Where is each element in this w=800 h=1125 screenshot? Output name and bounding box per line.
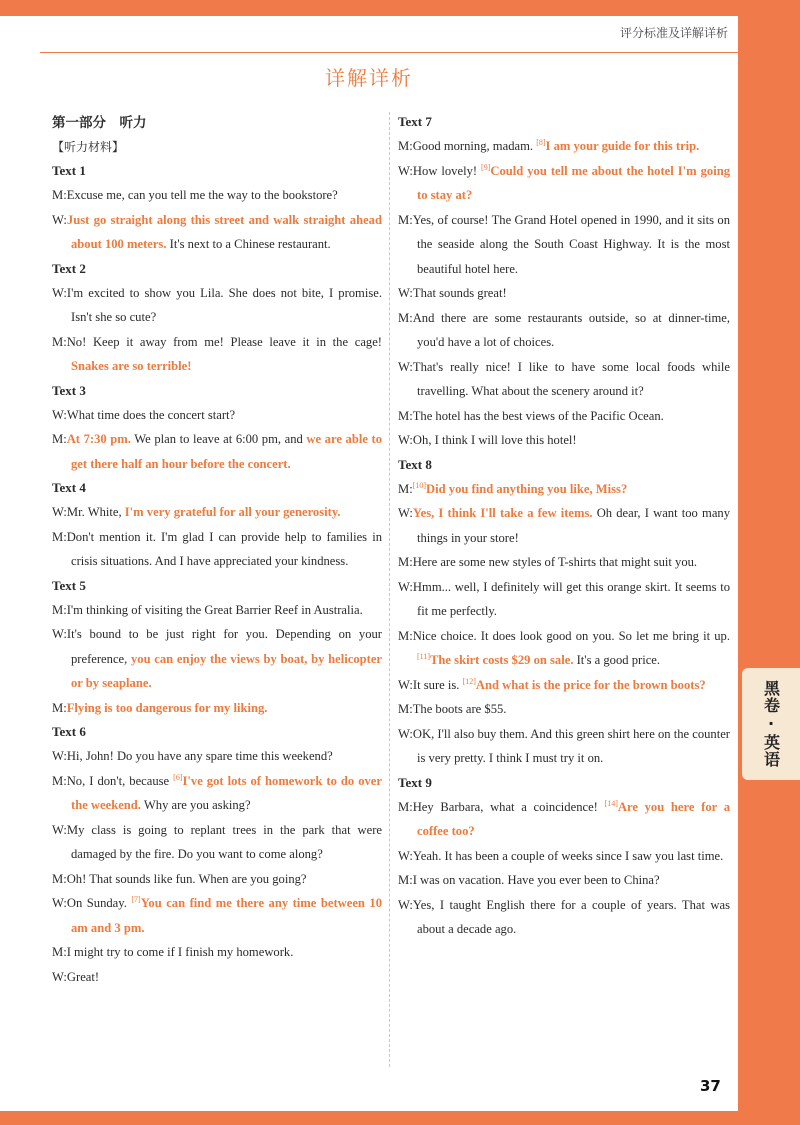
dialogue-line [52, 818, 382, 867]
dialogue-line [398, 893, 730, 942]
speaker-label: W: [398, 506, 413, 520]
dialogue-line [398, 795, 730, 844]
speaker-label: M: [52, 871, 67, 886]
dialogue-text: My class is going to replant trees in the park that were damaged by the fire. Do you want to come along? [66, 822, 382, 861]
dialogue-text: I was on vacation. Have you ever been to China? [412, 873, 660, 887]
dialogue-line [398, 673, 730, 698]
answer-highlight: you can enjoy the views by boat, by helicopter or by seaplane. [71, 651, 383, 690]
speaker-label: W: [398, 897, 413, 912]
dialogue-text: Here are some new styles of T-shirts that might suit you. [412, 555, 698, 569]
speaker-label: M: [398, 408, 413, 423]
dialogue-line [52, 403, 382, 428]
dialogue-text: On Sunday. [66, 896, 132, 910]
dialogue-text: Yes, of course! The Grand Hotel opened in 1990, and it sits on the seaside along the South Coast Highway. It is the most beautiful hotel here. [412, 212, 730, 276]
page-title: 详解详析 [325, 66, 413, 90]
speaker-label: M: [52, 700, 67, 715]
text-title: Text 7 [398, 114, 432, 129]
speaker-label: W: [398, 726, 413, 741]
dialogue-text: And there are some restaurants outside, so at dinner-time, you'd have a lot of choices. [412, 310, 730, 349]
dialogue-line [52, 208, 382, 257]
dialogue-text: No! Keep it away from me! Please leave it in the cage! [66, 334, 382, 349]
bottom-color-bar [0, 1111, 800, 1125]
speaker-label: W: [398, 359, 413, 374]
dialogue-line [52, 891, 382, 940]
dialogue-line [398, 844, 730, 869]
dialogue-text: I'm excited to show you Lila. She does not bite, I promise. Isn't she so cute? [66, 285, 382, 324]
speaker-label: M: [398, 873, 413, 887]
answer-highlight: The skirt costs $29 on sale. [430, 653, 574, 667]
text-title: Text 4 [52, 480, 86, 495]
speaker-label: M: [52, 602, 67, 617]
answer-highlight: I've got lots of homework to do over the weekend. [71, 773, 382, 812]
dialogue-text: The boots are $55. [412, 702, 507, 716]
speaker-label: W: [52, 505, 67, 519]
dialogue-line [398, 477, 730, 502]
right-color-strip [738, 16, 800, 1111]
dialogue-text: Excuse me, can you tell me the way to the bookstore? [66, 188, 338, 202]
top-color-bar [0, 0, 800, 16]
dialogue-text: Yeah. It has been a couple of weeks since I saw you last time. [412, 848, 724, 863]
dialogue-line [398, 868, 730, 893]
dialogue-line [398, 134, 730, 159]
question-marker: [12] [462, 676, 476, 686]
dialogue-line [52, 500, 382, 525]
dialogue-line [52, 427, 382, 476]
speaker-label: M: [398, 555, 413, 569]
dialogue-text: Oh! That sounds like fun. When are you going? [66, 871, 307, 886]
left-transcripts [52, 159, 382, 989]
speaker-label: M: [52, 334, 67, 349]
speaker-label: W: [52, 285, 67, 300]
speaker-label: M: [52, 529, 67, 544]
dialogue-text: Hey Barbara, what a coincidence! [412, 799, 605, 814]
dialogue-text: Hmm... well, I definitely will get this orange skirt. It seems to fit me perfectly. [412, 579, 730, 618]
dialogue-text: I might try to come if I finish my homework. [66, 945, 294, 959]
dialogue-line [52, 744, 382, 769]
dialogue-line [52, 183, 382, 208]
dialogue-line [398, 404, 730, 429]
answer-highlight: At 7:30 pm. [66, 432, 131, 446]
dialogue-text: It's next to a Chinese restaurant. [166, 237, 331, 251]
dialogue-line [52, 965, 382, 990]
dialogue-line [398, 355, 730, 404]
dialogue-text: What time does the concert start? [66, 407, 236, 422]
dialogue-text: Nice choice. It does look good on you. So let me bring it up. [412, 628, 730, 643]
dialogue-text: That sounds great! [412, 286, 507, 300]
speaker-label: W: [52, 822, 67, 837]
dialogue-line [52, 525, 382, 574]
dialogue-line [52, 598, 382, 623]
dialogue-text: It's a good price. [573, 653, 661, 667]
left-column [52, 110, 382, 989]
dialogue-line [398, 306, 730, 355]
speaker-label: M: [52, 188, 67, 202]
dialogue-line [398, 722, 730, 771]
right-column [398, 110, 730, 942]
text-title: Text 2 [52, 260, 86, 276]
dialogue-text: Mr. White, [66, 505, 125, 519]
dialogue-text: Good morning, madam. [412, 139, 537, 153]
speaker-label: W: [52, 212, 67, 227]
speaker-label: W: [52, 896, 67, 910]
dialogue-line [398, 550, 730, 575]
speaker-label: M: [52, 773, 67, 788]
speaker-label: W: [398, 286, 413, 300]
text-title: Text 3 [52, 382, 86, 398]
question-marker: [9] [481, 162, 491, 172]
dialogue-line [398, 501, 730, 550]
question-marker: [7] [131, 894, 141, 904]
dialogue-text: No, I don't, because [66, 773, 174, 788]
dialogue-line [398, 624, 730, 673]
answer-highlight: I am your guide for this trip. [545, 139, 700, 153]
answer-highlight: Just go straight along this street and walk straight ahead about 100 meters. [66, 212, 382, 251]
answer-highlight: Yes, I think I'll take a few items. [412, 506, 593, 520]
dialogue-line [52, 940, 382, 965]
dialogue-text: Yes, I taught English there for a couple of years. That was about a decade ago. [412, 897, 730, 936]
dialogue-line [52, 622, 382, 696]
page-number: 37 [700, 1077, 721, 1095]
answer-highlight: Are you here for a coffee too? [417, 799, 731, 838]
dialogue-text: How lovely! [412, 163, 482, 178]
dialogue-text: It's bound to be just right for you. Depending on your preference, [66, 627, 382, 666]
dialogue-line [52, 867, 382, 892]
speaker-label: W: [398, 433, 413, 447]
text-title: Text 6 [52, 724, 86, 739]
dialogue-text: It sure is. [412, 677, 463, 692]
speaker-label: M: [398, 310, 413, 325]
answer-highlight: I'm very grateful for all your generosity. [124, 505, 341, 519]
dialogue-line [398, 575, 730, 624]
section-heading: 第一部分 听力 [52, 115, 147, 131]
speaker-label: M: [398, 628, 413, 643]
speaker-label: W: [398, 677, 413, 692]
dialogue-line [52, 769, 382, 818]
dialogue-line [398, 159, 730, 208]
speaker-label: M: [398, 799, 413, 814]
side-tab-label: 黑卷·英语 [742, 668, 800, 780]
speaker-label: M: [52, 945, 67, 959]
speaker-label: M: [398, 212, 413, 227]
question-marker: [8] [536, 137, 546, 147]
right-transcripts [398, 110, 730, 942]
header-section-label: 评分标准及详解详析 [619, 26, 728, 40]
question-marker: [6] [173, 772, 183, 782]
dialogue-text: The hotel has the best views of the Pacific Ocean. [412, 408, 664, 423]
question-marker: [14] [604, 798, 618, 808]
dialogue-line [398, 428, 730, 453]
answer-highlight: You can find me there any time between 10 am and 3 pm. [71, 896, 382, 935]
dialogue-text: We plan to leave at 6:00 pm, and [130, 432, 307, 446]
dialogue-line [52, 281, 382, 330]
answer-highlight: Snakes are so terrible! [71, 359, 192, 373]
dialogue-text: Great! [66, 969, 100, 984]
dialogue-text: OK, I'll also buy them. And this green shirt here on the counter is very pretty. I think I must try it on. [412, 726, 730, 765]
header-rule [40, 52, 738, 53]
text-title: Text 5 [52, 577, 86, 593]
dialogue-line [398, 281, 730, 306]
speaker-label: M: [398, 481, 413, 496]
dialogue-text: I'm thinking of visiting the Great Barrier Reef in Australia. [66, 602, 363, 617]
dialogue-text: Don't mention it. I'm glad I can provide help to families in crisis situations. And I have appreciated your kindness. [66, 529, 382, 568]
speaker-label: W: [52, 969, 67, 984]
speaker-label: M: [398, 702, 413, 716]
speaker-label: W: [52, 627, 67, 641]
dialogue-text: Hi, John! Do you have any spare time this weekend? [66, 749, 333, 763]
question-marker: [10] [412, 480, 427, 490]
column-divider [389, 112, 390, 1067]
answer-highlight: we are able to get there half an hour before the concert. [71, 432, 382, 471]
dialogue-line [398, 697, 730, 722]
dialogue-line [52, 330, 382, 379]
dialogue-line [52, 696, 382, 721]
dialogue-text: Oh, I think I will love this hotel! [412, 433, 577, 447]
answer-highlight: Did you find anything you like, Miss? [426, 481, 628, 496]
answer-highlight: And what is the price for the brown boots? [475, 677, 706, 692]
text-title: Text 1 [52, 163, 86, 178]
speaker-label: W: [398, 579, 413, 594]
speaker-label: W: [398, 163, 413, 178]
dialogue-line [398, 208, 730, 282]
dialogue-text: Why are you asking? [140, 798, 251, 812]
answer-highlight: Flying is too dangerous for my liking. [66, 700, 268, 715]
speaker-label: W: [52, 749, 67, 763]
text-title: Text 9 [398, 774, 432, 790]
speaker-label: M: [398, 139, 413, 153]
text-title: Text 8 [398, 456, 432, 472]
speaker-label: W: [52, 407, 67, 422]
dialogue-text: That's really nice! I like to have some local foods while travelling. What about the scenery around it? [412, 359, 730, 398]
speaker-label: M: [52, 432, 67, 446]
speaker-label: W: [398, 848, 413, 863]
subsection-heading: 【听力材料】 [52, 140, 125, 154]
answer-highlight: Could you tell me about the hotel I'm going to stay at? [417, 163, 730, 202]
question-marker: [11] [417, 651, 431, 661]
dialogue-text: Oh dear, I want too many things in your store! [417, 506, 730, 545]
